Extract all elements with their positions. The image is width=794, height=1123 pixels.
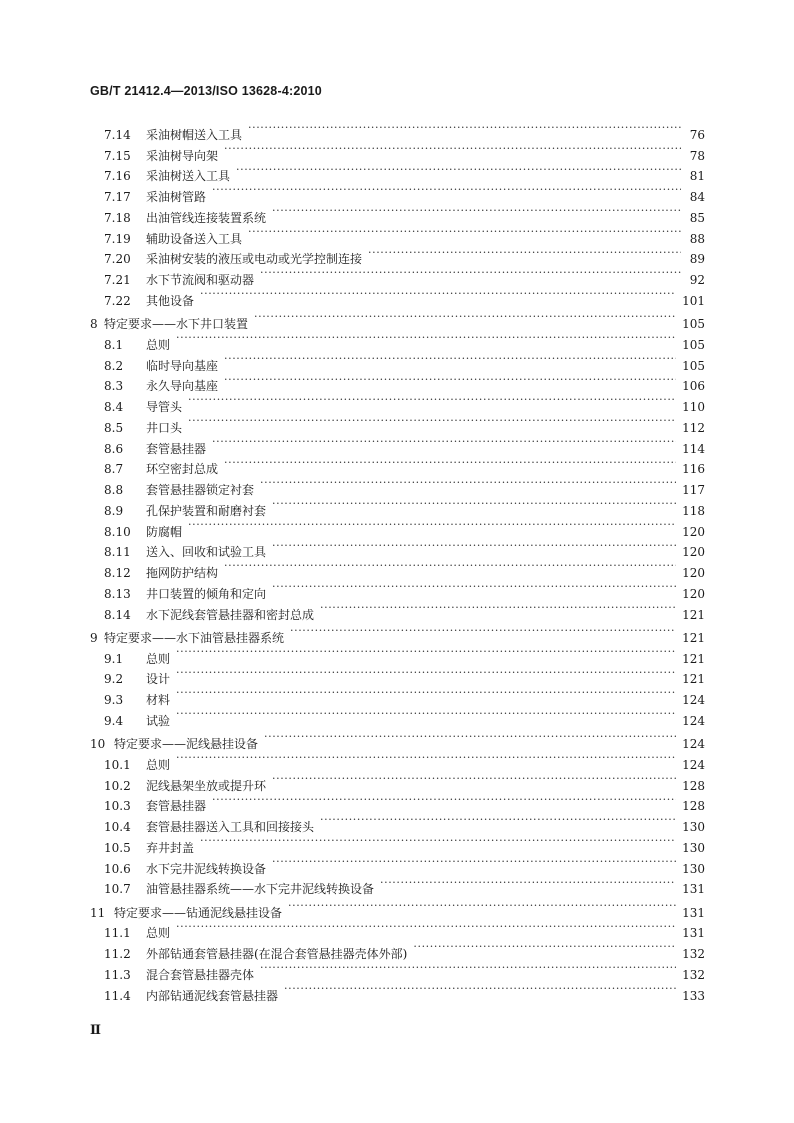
toc-entry-page: 114 — [682, 441, 705, 456]
toc-leader-dots — [260, 473, 676, 494]
toc-entry-number: 7.19 — [104, 231, 131, 246]
toc-leader-dots — [272, 577, 676, 598]
toc-entry-number: 9.2 — [104, 672, 124, 687]
toc-entry-title: 设计 — [146, 672, 171, 687]
toc-entry-page: 118 — [682, 503, 705, 518]
toc-entry[interactable] — [90, 642, 705, 666]
toc-entry-page: 130 — [682, 861, 705, 876]
toc-entry-number: 9 — [90, 630, 98, 645]
toc-entry-number: 9.4 — [104, 713, 124, 728]
toc-entry-page: 133 — [682, 988, 705, 1003]
toc-entry-page: 112 — [682, 420, 705, 435]
toc-leader-dots — [224, 349, 676, 370]
toc-entry-page: 124 — [682, 713, 705, 728]
toc-entry-page: 116 — [682, 462, 705, 477]
toc-entry-number: 10.3 — [104, 799, 131, 814]
toc-entry-page: 92 — [689, 273, 705, 287]
toc-entry-title: 防腐帽 — [146, 524, 183, 539]
toc-leader-dots — [200, 831, 676, 852]
toc-entry-title: 特定要求——水下油管悬挂器系统 — [104, 630, 285, 645]
toc-entry-number: 10.4 — [104, 820, 131, 834]
toc-entry-number: 8.9 — [104, 503, 124, 518]
toc-entry-page: 132 — [682, 967, 705, 982]
toc-entry[interactable] — [90, 704, 705, 728]
toc-leader-dots — [176, 704, 676, 725]
toc-entry-number: 8.11 — [104, 545, 131, 560]
toc-entry-number: 8.10 — [104, 524, 131, 539]
toc-entry-number: 8.8 — [104, 483, 124, 497]
toc-entry-title: 其他设备 — [146, 293, 195, 308]
toc-entry-page: 84 — [689, 190, 705, 204]
toc-entry-number: 8.2 — [104, 358, 124, 373]
toc-entry-title: 拖网防护结构 — [146, 566, 219, 580]
toc-leader-dots — [176, 748, 676, 769]
toc-entry-page: 124 — [682, 693, 705, 707]
toc-entry-number: 10.7 — [104, 882, 131, 897]
toc-entry-number: 10 — [90, 737, 106, 751]
toc-entry-number: 8.12 — [104, 566, 131, 580]
toc-leader-dots — [188, 411, 676, 432]
toc-leader-dots — [188, 390, 676, 411]
toc-leader-dots — [176, 683, 676, 704]
toc-leader-dots — [224, 139, 681, 160]
toc-entry-page: 85 — [689, 210, 705, 225]
toc-entry-page: 106 — [682, 379, 705, 394]
toc-entry-number: 9.3 — [104, 693, 124, 707]
toc-leader-dots — [176, 642, 676, 663]
toc-entry-number: 7.20 — [104, 252, 131, 267]
toc-entry-page: 121 — [682, 607, 705, 622]
toc-entry-number: 11.3 — [104, 967, 131, 982]
toc-leader-dots — [272, 494, 676, 515]
toc-entry-title: 套管悬挂器送入工具和回接接头 — [146, 820, 315, 834]
toc-leader-dots — [260, 958, 676, 979]
toc-entry-title: 采油树管路 — [146, 190, 207, 204]
toc-entry-number: 8.6 — [104, 441, 124, 456]
toc-leader-dots — [368, 243, 681, 264]
toc-leader-dots — [260, 263, 681, 284]
table-of-contents — [90, 118, 705, 1003]
toc-leader-dots — [224, 453, 676, 474]
toc-entry-title: 出油管线连接装置系统 — [146, 210, 267, 225]
toc-entry[interactable] — [90, 727, 705, 751]
toc-entry-title: 总则 — [146, 757, 171, 772]
toc-entry-page: 120 — [682, 524, 705, 539]
toc-entry-title: 特定要求——水下井口装置 — [104, 317, 249, 331]
toc-entry-title: 泥线悬架坐放或提升环 — [146, 778, 267, 793]
toc-entry-number: 9.1 — [104, 651, 124, 666]
toc-entry-title: 井口装置的倾角和定向 — [146, 586, 267, 601]
toc-entry-number: 10.2 — [104, 778, 131, 793]
toc-entry-page: 89 — [689, 252, 705, 267]
toc-entry-number: 8.7 — [104, 462, 124, 477]
toc-entry-number: 7.18 — [104, 210, 131, 225]
toc-entry-title: 采油树安装的液压或电动或光学控制连接 — [146, 252, 363, 267]
toc-entry-number: 8.4 — [104, 400, 124, 414]
toc-entry-title: 辅助设备送入工具 — [146, 231, 243, 246]
toc-entry-title: 混合套管悬挂器壳体 — [146, 967, 255, 982]
toc-entry-page: 121 — [682, 651, 705, 666]
toc-entry-page: 130 — [682, 820, 705, 834]
toc-entry-title: 临时导向基座 — [146, 358, 219, 373]
toc-entry[interactable] — [90, 349, 705, 373]
toc-entry[interactable] — [90, 683, 705, 707]
toc-entry-title: 导管头 — [146, 400, 183, 414]
toc-entry-title: 井口头 — [146, 420, 183, 435]
toc-entry-title: 环空密封总成 — [146, 462, 219, 477]
toc-entry-number: 7.22 — [104, 293, 131, 308]
toc-entry-title: 总则 — [146, 651, 171, 666]
toc-leader-dots — [176, 328, 676, 349]
toc-entry-number: 10.6 — [104, 861, 131, 876]
toc-leader-dots — [272, 769, 676, 790]
toc-entry[interactable] — [90, 937, 705, 961]
toc-entry-title: 外部钻通套管悬挂器(在混合套管悬挂器壳体外部) — [146, 947, 408, 961]
toc-entry-number: 7.16 — [104, 169, 131, 184]
toc-entry-title: 特定要求——泥线悬挂设备 — [114, 737, 259, 751]
toc-entry-title: 总则 — [146, 337, 171, 352]
toc-entry-title: 采油树导向架 — [146, 148, 219, 163]
toc-entry-title: 内部钻通泥线套管悬挂器 — [146, 988, 279, 1003]
toc-entry-title: 采油树帽送入工具 — [146, 127, 243, 142]
toc-entry-number: 11.4 — [104, 988, 131, 1003]
toc-leader-dots — [248, 118, 681, 139]
toc-leader-dots — [272, 852, 676, 873]
toc-leader-dots — [288, 896, 676, 917]
toc-leader-dots — [248, 222, 681, 243]
toc-entry-number: 10.5 — [104, 840, 131, 855]
toc-leader-dots — [264, 727, 676, 748]
toc-entry-page: 132 — [682, 947, 705, 961]
toc-leader-dots — [212, 180, 681, 201]
toc-entry[interactable] — [90, 748, 705, 772]
toc-entry-page: 117 — [682, 483, 705, 497]
toc-entry-page: 131 — [682, 926, 705, 941]
toc-entry-number: 7.14 — [104, 127, 131, 142]
toc-leader-dots — [290, 621, 676, 642]
toc-leader-dots — [212, 790, 676, 811]
toc-leader-dots — [236, 160, 681, 181]
toc-leader-dots — [380, 873, 676, 894]
toc-entry-title: 试验 — [146, 713, 171, 728]
toc-entry-page: 121 — [682, 630, 705, 645]
toc-entry-page: 105 — [682, 317, 705, 331]
toc-leader-dots — [224, 370, 676, 391]
toc-leader-dots — [272, 201, 681, 222]
toc-leader-dots — [176, 663, 676, 684]
toc-entry[interactable] — [90, 663, 705, 687]
toc-entry-page: 76 — [689, 127, 705, 142]
toc-entry-number: 8 — [90, 317, 98, 331]
toc-entry[interactable] — [90, 328, 705, 352]
toc-entry[interactable] — [90, 917, 705, 941]
toc-leader-dots — [413, 937, 676, 958]
toc-entry-title: 套管悬挂器 — [146, 799, 207, 814]
toc-entry-page: 81 — [689, 169, 705, 184]
toc-entry-number: 7.21 — [104, 273, 131, 287]
toc-entry-number: 11 — [90, 905, 106, 920]
toc-entry-title: 水下节流阀和驱动器 — [146, 273, 255, 287]
toc-entry-page: 124 — [682, 737, 705, 751]
document-header: GB/T 21412.4—2013/ISO 13628-4:2010 — [90, 84, 322, 98]
toc-leader-dots — [212, 432, 676, 453]
toc-entry-page: 120 — [682, 566, 705, 580]
toc-entry-page: 124 — [682, 757, 705, 772]
toc-entry-page: 131 — [682, 882, 705, 897]
toc-leader-dots — [176, 917, 676, 938]
toc-entry-number: 8.1 — [104, 337, 124, 352]
toc-entry-title: 套管悬挂器 — [146, 441, 207, 456]
toc-entry-page: 101 — [682, 293, 705, 308]
toc-entry-page: 105 — [682, 337, 705, 352]
toc-leader-dots — [200, 284, 676, 305]
toc-entry-page: 120 — [682, 586, 705, 601]
toc-entry-title: 采油树送入工具 — [146, 169, 231, 184]
toc-leader-dots — [224, 556, 676, 577]
toc-entry-title: 送入、回收和试验工具 — [146, 545, 267, 560]
toc-entry-number: 8.3 — [104, 379, 124, 394]
toc-entry[interactable] — [90, 118, 705, 142]
toc-entry-title: 套管悬挂器锁定衬套 — [146, 483, 255, 497]
toc-entry-title: 特定要求——钻通泥线悬挂设备 — [114, 905, 283, 920]
toc-entry-title: 总则 — [146, 926, 171, 941]
toc-entry-number: 7.15 — [104, 148, 131, 163]
toc-entry-title: 油管悬挂器系统——水下完井泥线转换设备 — [146, 882, 375, 897]
toc-entry-page: 128 — [682, 799, 705, 814]
toc-entry-page: 78 — [689, 148, 705, 163]
toc-entry-page: 105 — [682, 358, 705, 373]
toc-entry-number: 11.1 — [104, 926, 131, 941]
toc-leader-dots — [272, 536, 676, 557]
toc-entry-page: 128 — [682, 778, 705, 793]
toc-leader-dots — [188, 515, 676, 536]
toc-leader-dots — [320, 810, 676, 831]
toc-entry-title: 水下泥线套管悬挂器和密封总成 — [146, 607, 315, 622]
toc-entry-page: 110 — [682, 400, 705, 414]
toc-entry-page: 120 — [682, 545, 705, 560]
toc-entry-title: 弃井封盖 — [146, 840, 195, 855]
toc-entry-page: 130 — [682, 840, 705, 855]
toc-leader-dots — [320, 598, 676, 619]
toc-entry-title: 永久导向基座 — [146, 379, 219, 394]
toc-leader-dots — [254, 307, 676, 328]
toc-entry-title: 孔保护装置和耐磨衬套 — [146, 503, 267, 518]
page-number: Ⅱ — [90, 1022, 101, 1037]
toc-entry-title: 水下完井泥线转换设备 — [146, 861, 267, 876]
toc-entry-number: 8.5 — [104, 420, 124, 435]
toc-entry-number: 8.14 — [104, 607, 131, 622]
toc-leader-dots — [284, 979, 676, 1000]
toc-entry-title: 材料 — [146, 693, 171, 707]
toc-entry[interactable] — [90, 769, 705, 793]
toc-entry-number: 8.13 — [104, 586, 131, 601]
toc-entry-number: 7.17 — [104, 190, 131, 204]
toc-entry-number: 10.1 — [104, 757, 131, 772]
toc-entry-page: 131 — [682, 905, 705, 920]
toc-entry-page: 121 — [682, 672, 705, 687]
toc-entry-page: 88 — [689, 231, 705, 246]
toc-entry-number: 11.2 — [104, 947, 131, 961]
